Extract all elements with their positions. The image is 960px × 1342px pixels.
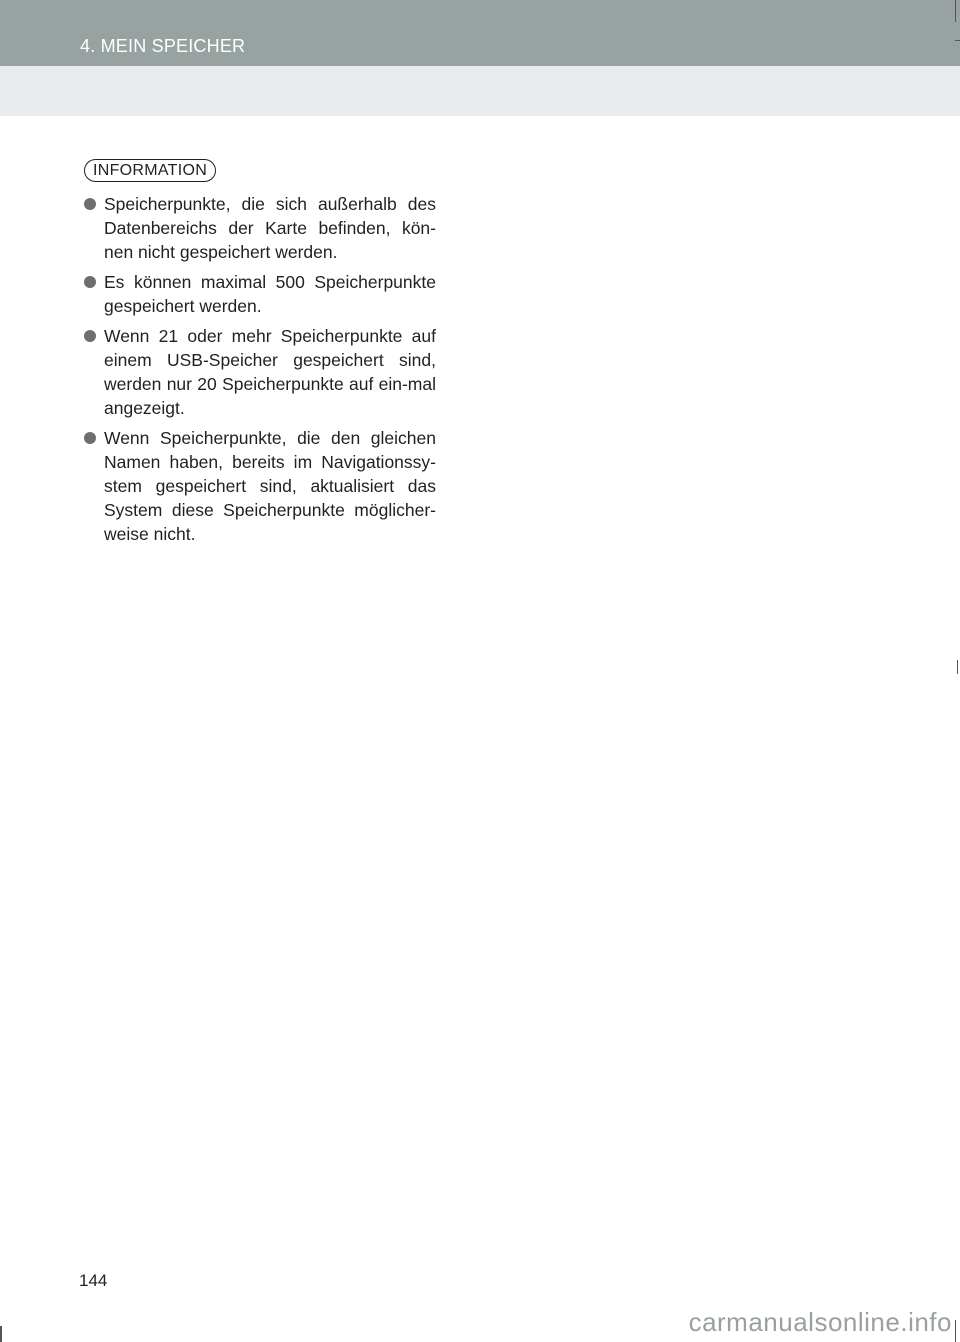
list-item-text: Speicherpunkte, die sich außerhalb des Datenbereichs der Karte befinden, kön-nen nicht gespeichert werden. — [104, 194, 436, 262]
crop-mark — [957, 660, 958, 674]
header-subband — [0, 66, 960, 116]
list-item-text: Wenn 21 oder mehr Speicherpunkte auf einem USB-Speicher gespeichert sind, werden nur 20 Speicherpunkte auf ein-mal angezeigt. — [104, 326, 436, 418]
crop-mark — [955, 0, 956, 22]
section-title: 4. MEIN SPEICHER — [80, 36, 246, 56]
crop-mark — [0, 1326, 2, 1342]
list-item — [84, 192, 436, 264]
information-box — [84, 159, 436, 552]
watermark: carmanualsonline.info — [688, 1307, 952, 1337]
list-item — [84, 426, 436, 546]
bullet-icon — [84, 276, 96, 288]
crop-mark — [955, 1320, 956, 1342]
list-item — [84, 324, 436, 420]
list-item — [84, 270, 436, 318]
page-number: 144 — [79, 1271, 108, 1290]
bullet-icon — [84, 330, 96, 342]
information-label: INFORMATION — [84, 159, 216, 182]
information-list — [84, 192, 436, 546]
list-item-text: Es können maximal 500 Speicherpunkte gespeichert werden. — [104, 272, 436, 316]
bullet-icon — [84, 198, 96, 210]
crop-mark — [955, 40, 960, 41]
bullet-icon — [84, 432, 96, 444]
list-item-text: Wenn Speicherpunkte, die den gleichen Namen haben, bereits im Navigationssy-stem gespeichert sind, aktualisiert das System diese Speicherpunkte möglicher-weise nicht. — [104, 428, 436, 544]
